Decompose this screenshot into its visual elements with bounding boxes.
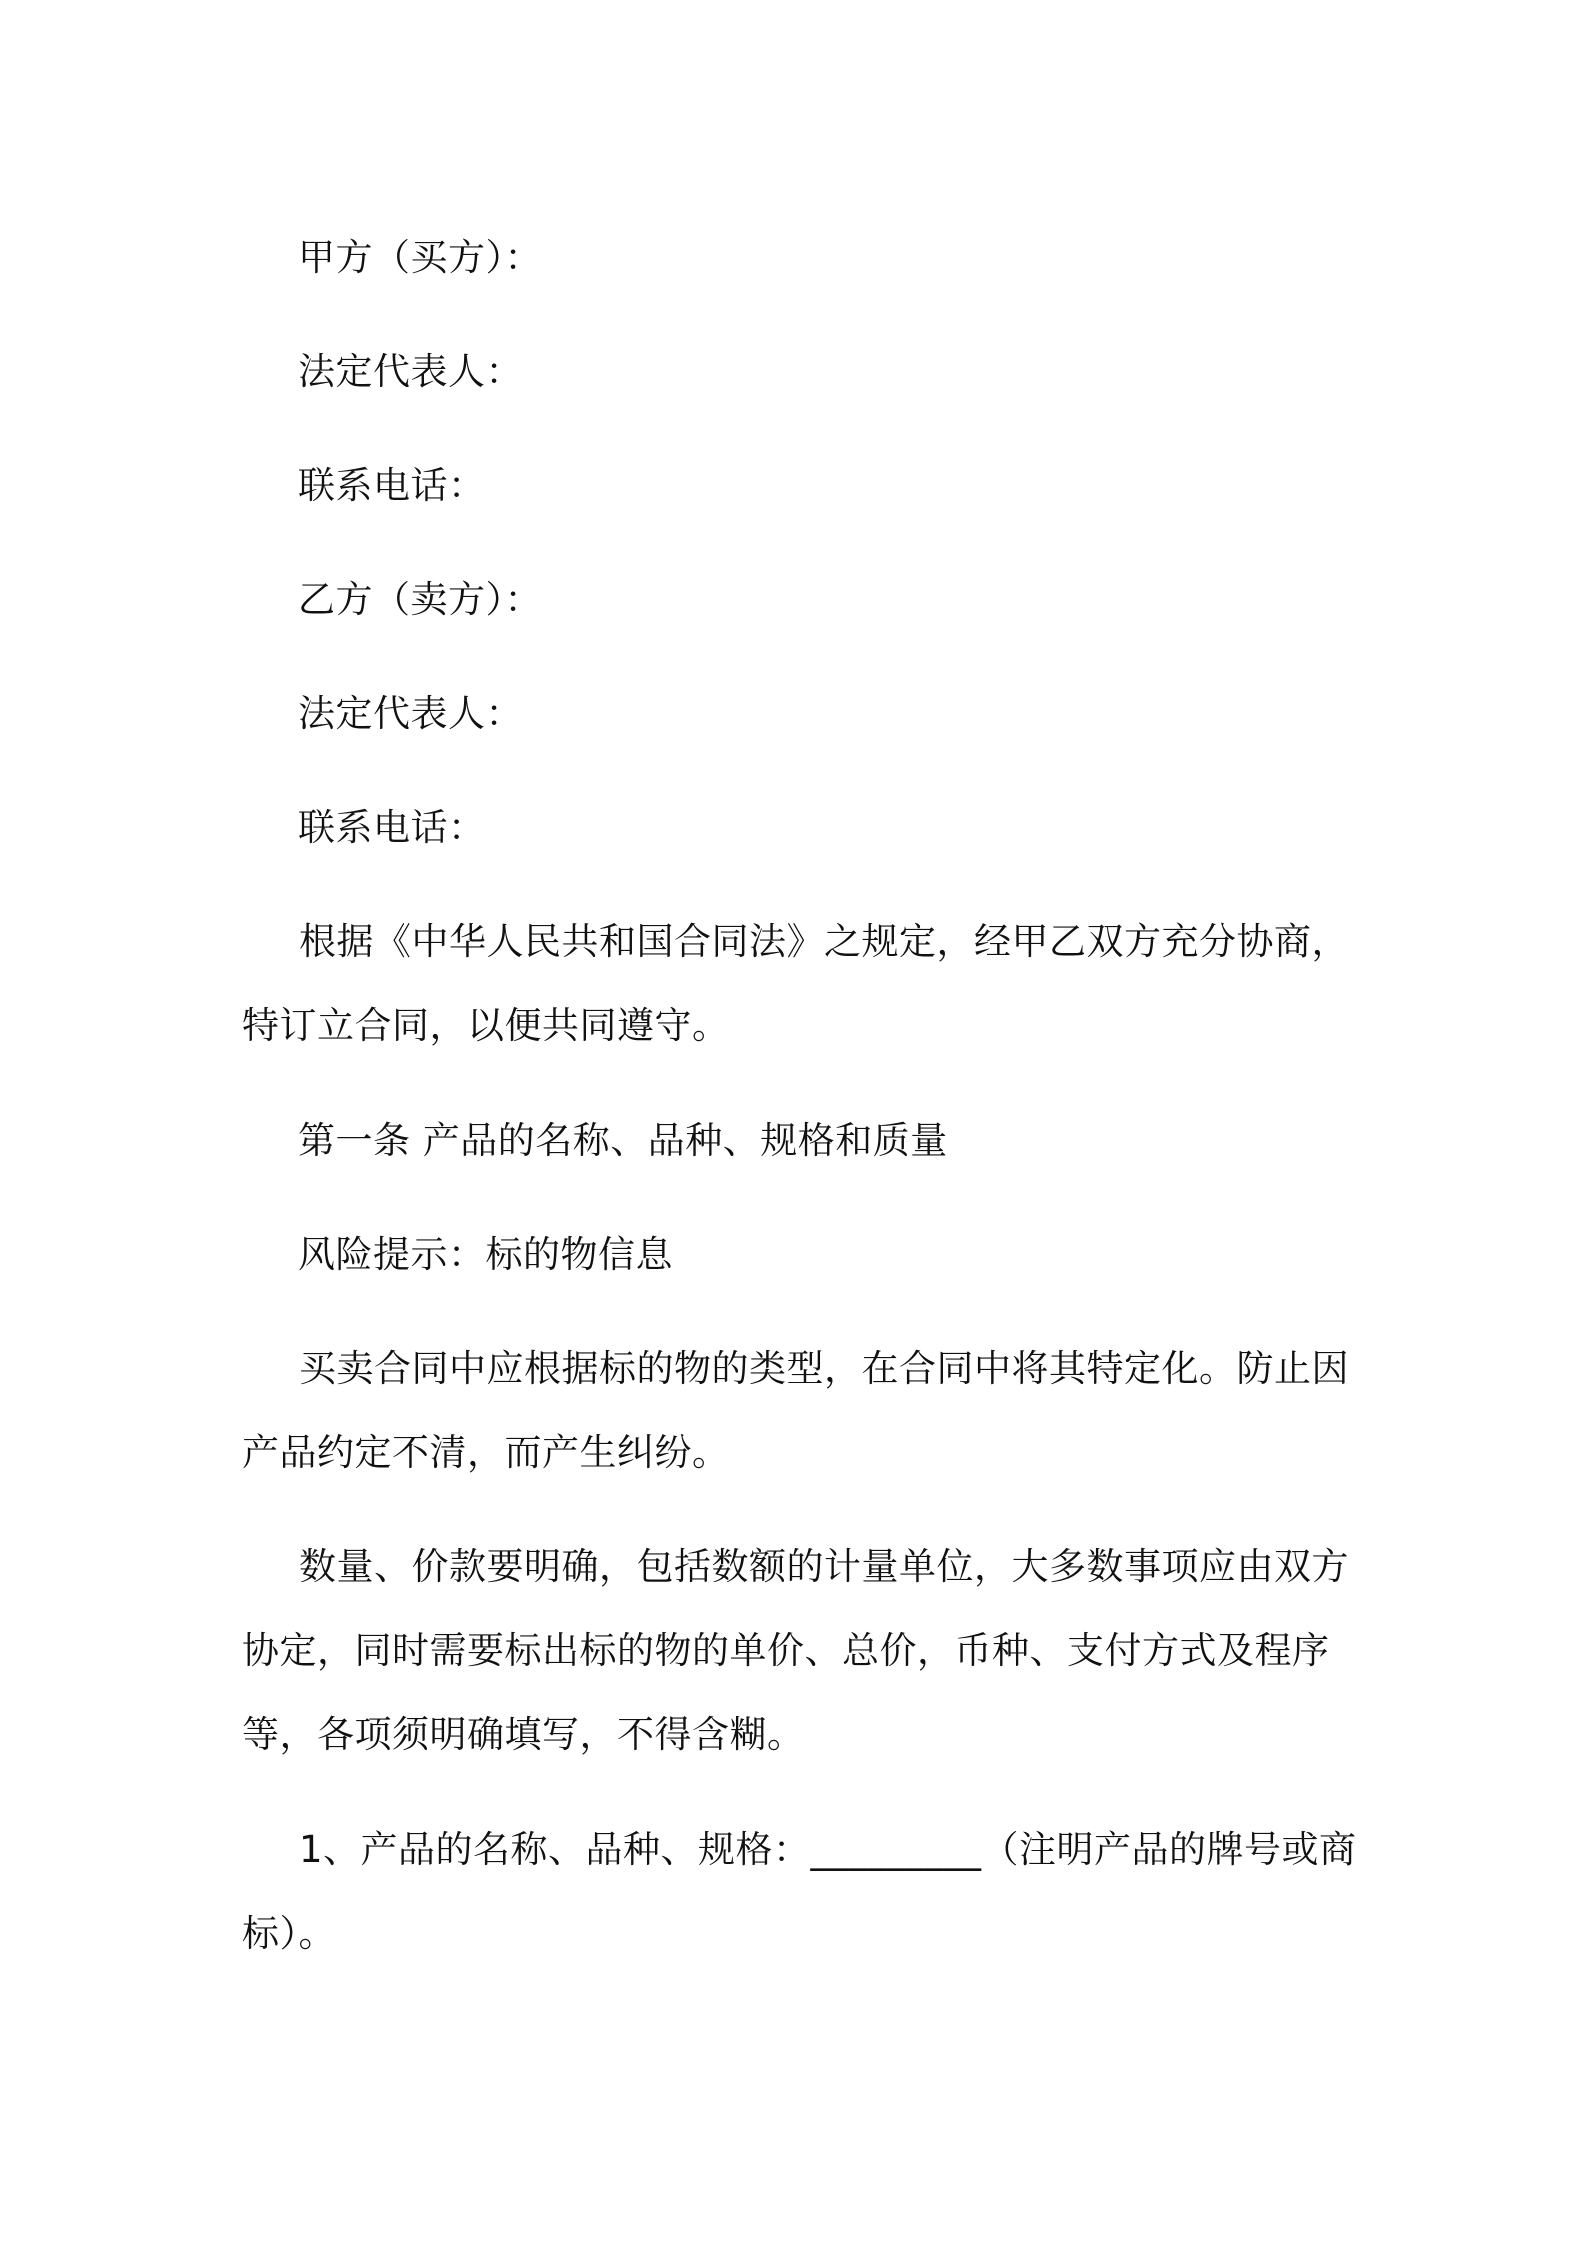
- quantity-price-paragraph: 数量、价款要明确，包括数额的计量单位，大多数事项应由双方协定，同时需要标出标的物的单价、总价，币种、支付方式及程序等，各项须明确填写，不得含糊。: [242, 1545, 1349, 1756]
- risk-notice: 风险提示：标的物信息: [298, 1233, 673, 1276]
- article-one-heading: 第一条 产品的名称、品种、规格和质量: [298, 1119, 948, 1162]
- party-a-buyer: 甲方（买方）：: [298, 236, 542, 279]
- product-specification-clause: 1、产品的名称、品种、规格：_________（注明产品的牌号或商标）。: [242, 1828, 1357, 1955]
- party-b-seller: 乙方（卖方）：: [298, 578, 542, 621]
- contract-basis-paragraph: 根据《中华人民共和国合同法》之规定，经甲乙双方充分协商，特订立合同，以便共同遵守。: [242, 920, 1349, 1047]
- party-b-phone: 联系电话：: [298, 806, 486, 849]
- party-a-phone: 联系电话：: [298, 464, 486, 507]
- subject-matter-paragraph: 买卖合同中应根据标的物的类型，在合同中将其特定化。防止因产品约定不清，而产生纠纷。: [242, 1347, 1349, 1474]
- party-b-legal-representative: 法定代表人：: [298, 692, 523, 735]
- party-a-legal-representative: 法定代表人：: [298, 350, 523, 393]
